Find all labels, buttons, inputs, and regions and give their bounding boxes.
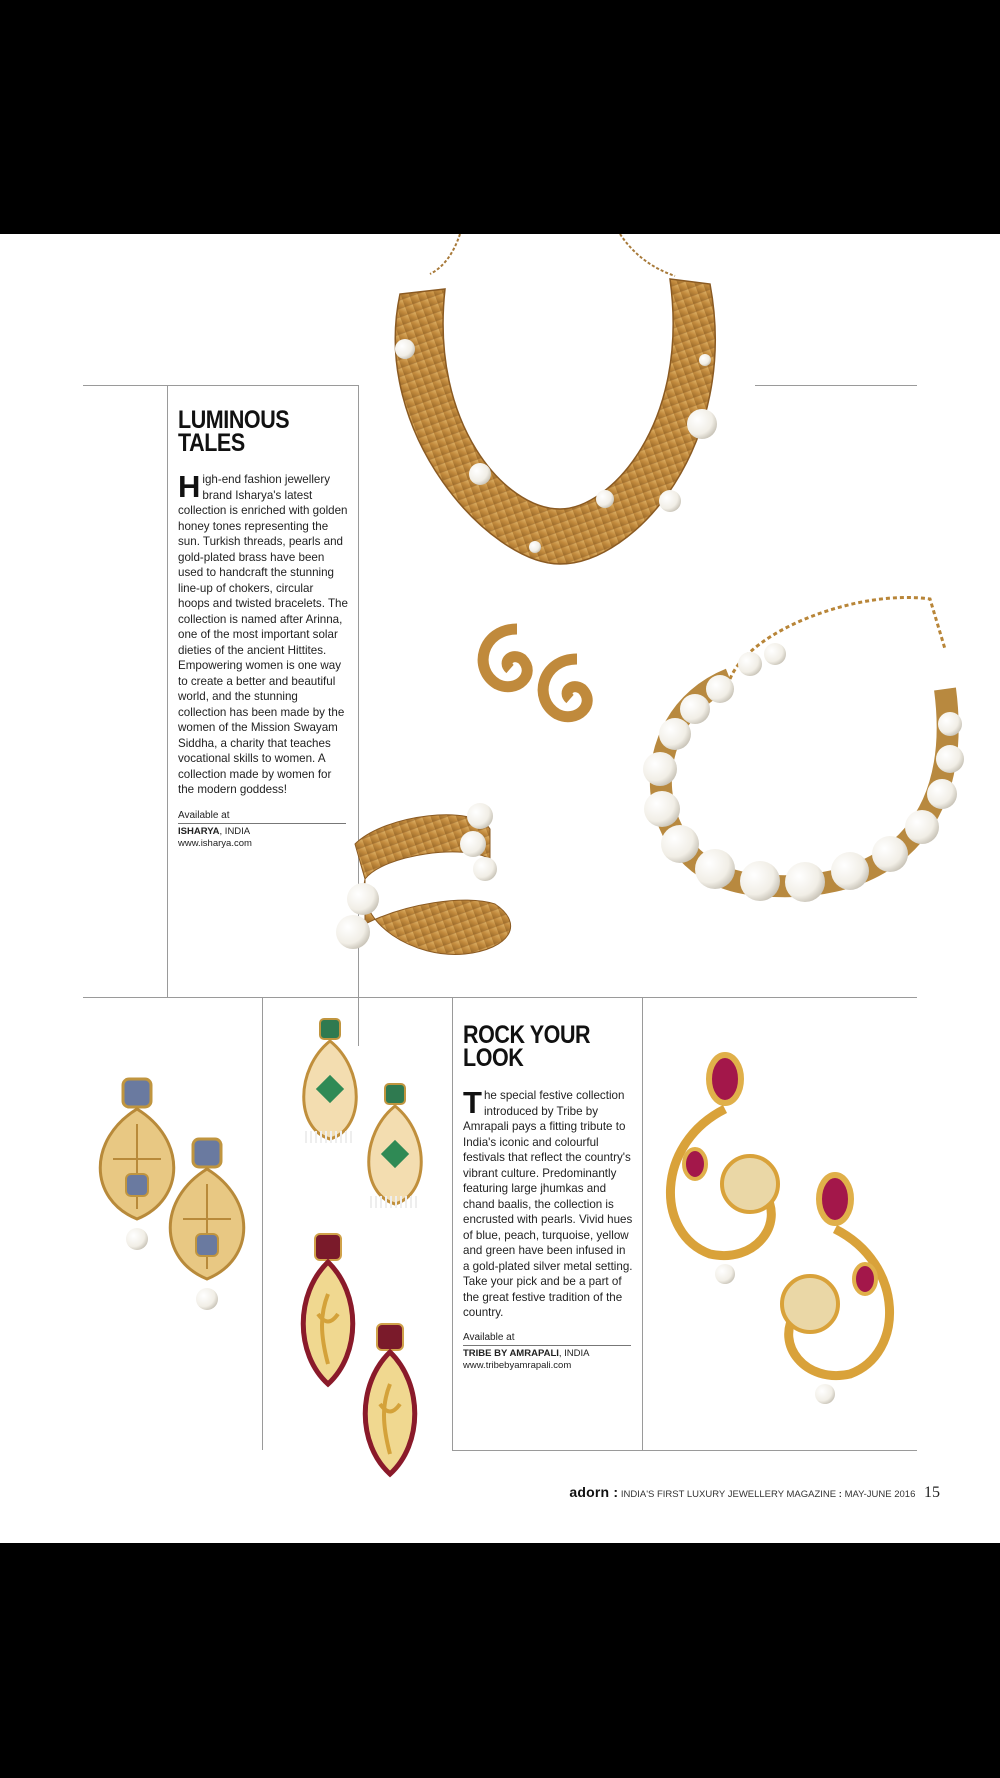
bottom-col3-divider bbox=[642, 997, 643, 1450]
article-body bbox=[463, 1085, 633, 1321]
article-title bbox=[178, 406, 290, 457]
drop-cap: T bbox=[463, 1085, 482, 1120]
available-rule bbox=[463, 1345, 631, 1346]
chandbali-earrings-icon bbox=[655, 1034, 925, 1424]
magazine-tagline: INDIA'S FIRST LUXURY JEWELLERY MAGAZINE bbox=[620, 1489, 837, 1500]
footer-separator: : bbox=[838, 1489, 842, 1500]
pearl-rope-necklace-icon bbox=[600, 569, 980, 899]
page-footer bbox=[569, 1484, 940, 1502]
brand-country: , INDIA bbox=[219, 826, 251, 837]
title-line: TALES bbox=[178, 429, 245, 457]
brand-website[interactable]: www.isharya.com bbox=[178, 837, 252, 849]
blue-stone-earrings-icon bbox=[88, 1079, 258, 1349]
bottom-rule bbox=[452, 1450, 917, 1451]
issue-date: MAY-JUNE 2016 bbox=[844, 1489, 916, 1500]
article-body bbox=[178, 469, 348, 798]
drop-cap: H bbox=[178, 469, 201, 504]
available-rule bbox=[178, 823, 346, 824]
title-line: ROCK YOUR bbox=[463, 1021, 591, 1049]
column-left-divider bbox=[167, 385, 168, 997]
body-text: igh-end fashion jewellery brand Isharya's latest collection is enriched with golden honey tones representing the sun. Turkish threads, pearls and gold-plated brass have been used to handcraft the stunning line-up of chokers, circular hoops and twisted bracelets. The collection is named after Arinna, one of the most important solar dieties of the ancient Hittites. Empowering women is one way to create a better and beautiful world, and the stunning collection has been made by the women of the Mission Swayam Siddha, a charity that teaches vocational skills to women. A collection made by women for the modern goddess! bbox=[178, 473, 348, 796]
bottom-col2-divider bbox=[452, 997, 453, 1450]
green-stone-earrings-icon bbox=[290, 1019, 440, 1219]
magazine-name: adorn : bbox=[569, 1484, 619, 1500]
title-line: LOOK bbox=[463, 1044, 524, 1072]
brand-country: , INDIA bbox=[558, 1348, 590, 1359]
middle-rule bbox=[83, 997, 917, 998]
bottom-col1-divider bbox=[262, 997, 263, 1450]
brand-credit bbox=[463, 1348, 590, 1371]
magazine-page bbox=[0, 234, 1000, 1543]
available-label: Available at bbox=[463, 1332, 515, 1343]
title-line: LUMINOUS bbox=[178, 406, 290, 434]
gold-thread-choker-icon bbox=[370, 234, 750, 574]
pearl-bracelet-icon bbox=[325, 784, 525, 984]
brand-name: TRIBE BY AMRAPALI bbox=[463, 1348, 559, 1359]
top-left-rule bbox=[83, 385, 359, 386]
body-text: he special festive collection introduced by Tribe by Amrapali pays a fitting tribute to India's iconic and colourful festivals that reflect the country's vibrant culture. Predominantly featuring large jhumkas and chand baalis, the collection is encrusted with pearls. Vivid hues of blue, peach, turquoise, yellow and green have been infused in a gold-plated silver metal setting. Take your pick and be a part of the great festive tradition of the country. bbox=[463, 1089, 633, 1319]
red-enamel-earrings-icon bbox=[300, 1234, 450, 1449]
brand-website[interactable]: www.tribebyamrapali.com bbox=[463, 1359, 572, 1371]
page-number: 15 bbox=[924, 1484, 940, 1501]
article-title bbox=[463, 1021, 591, 1072]
top-right-rule bbox=[755, 385, 917, 386]
brand-credit bbox=[178, 826, 252, 849]
brand-name: ISHARYA bbox=[178, 826, 220, 837]
available-label: Available at bbox=[178, 810, 230, 821]
